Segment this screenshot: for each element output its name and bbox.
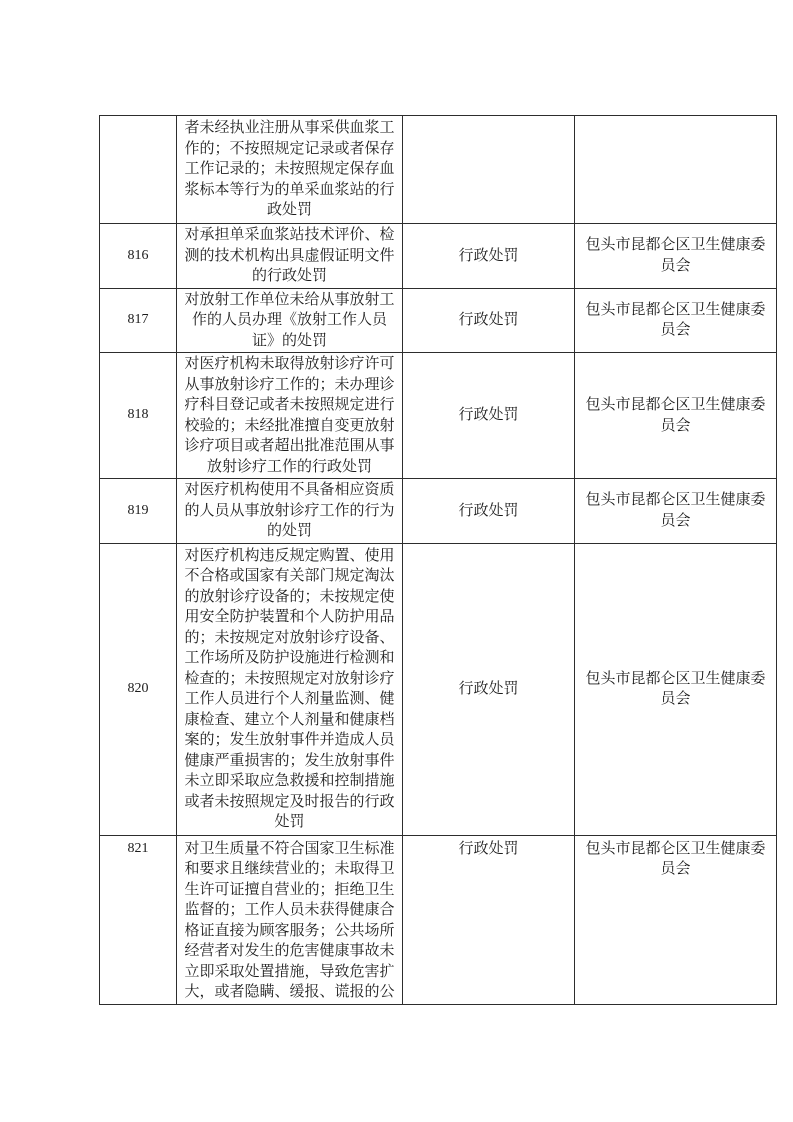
- implementing-authority: 包头市昆都仑区卫生健康委员会: [575, 479, 777, 544]
- penalty-type: 行政处罚: [403, 835, 575, 1004]
- row-number: 821: [100, 835, 177, 1004]
- penalty-item-description: 对医疗机构未取得放射诊疗许可从事放射诊疗工作的；未办理诊疗科目登记或者未按照规定进行校验的；未经批准擅自变更放射诊疗项目或者超出批准范围从事放射诊疗工作的行政处罚: [177, 353, 403, 479]
- penalty-type: 行政处罚: [403, 543, 575, 835]
- row-number: 820: [100, 543, 177, 835]
- penalty-item-description: 对医疗机构使用不具备相应资质的人员从事放射诊疗工作的行为的处罚: [177, 479, 403, 544]
- row-number: 816: [100, 224, 177, 289]
- implementing-authority: 包头市昆都仑区卫生健康委员会: [575, 288, 777, 353]
- penalty-items-table: [99, 115, 777, 1005]
- implementing-authority: 包头市昆都仑区卫生健康委员会: [575, 353, 777, 479]
- penalty-type: 行政处罚: [403, 288, 575, 353]
- penalty-item-description: 对医疗机构违反规定购置、使用不合格或国家有关部门规定淘汰的放射诊疗设备的；未按规定使用安全防护装置和个人防护用品的；未按规定对放射诊疗设备、工作场所及防护设施进行检测和检查的；未按照规定对放射诊疗工作人员进行个人剂量监测、健康检查、建立个人剂量和健康档案的；发生放射事件并造成人员健康严重损害的；发生放射事件未立即采取应急救援和控制措施或者未按照规定及时报告的行政处罚: [177, 543, 403, 835]
- penalty-item-description: 者未经执业注册从事采供血浆工作的；不按照规定记录或者保存工作记录的；未按照规定保存血浆标本等行为的单采血浆站的行政处罚: [177, 116, 403, 224]
- implementing-authority: 包头市昆都仑区卫生健康委员会: [575, 543, 777, 835]
- row-number: 817: [100, 288, 177, 353]
- implementing-authority: 包头市昆都仑区卫生健康委员会: [575, 835, 777, 1004]
- table-row: [100, 116, 777, 224]
- penalty-type: 行政处罚: [403, 353, 575, 479]
- penalty-type: 行政处罚: [403, 224, 575, 289]
- table-row: [100, 353, 777, 479]
- row-number: [100, 116, 177, 224]
- table-body: [100, 116, 777, 1005]
- implementing-authority: [575, 116, 777, 224]
- penalty-type: [403, 116, 575, 224]
- penalty-type: 行政处罚: [403, 479, 575, 544]
- penalty-item-description: 对放射工作单位未给从事放射工作的人员办理《放射工作人员证》的处罚: [177, 288, 403, 353]
- table-row: [100, 288, 777, 353]
- table-row: [100, 224, 777, 289]
- table-row: [100, 543, 777, 835]
- implementing-authority: 包头市昆都仑区卫生健康委员会: [575, 224, 777, 289]
- row-number: 819: [100, 479, 177, 544]
- table-row: [100, 479, 777, 544]
- row-number: 818: [100, 353, 177, 479]
- penalty-item-description: 对承担单采血浆站技术评价、检测的技术机构出具虚假证明文件的行政处罚: [177, 224, 403, 289]
- penalty-item-description: 对卫生质量不符合国家卫生标准和要求且继续营业的；未取得卫生许可证擅自营业的；拒绝卫生监督的；工作人员未获得健康合格证直接为顾客服务；公共场所经营者对发生的危害健康事故未立即采取处置措施，导致危害扩大，或者隐瞒、缓报、谎报的公: [177, 835, 403, 1004]
- table-row: [100, 835, 777, 1004]
